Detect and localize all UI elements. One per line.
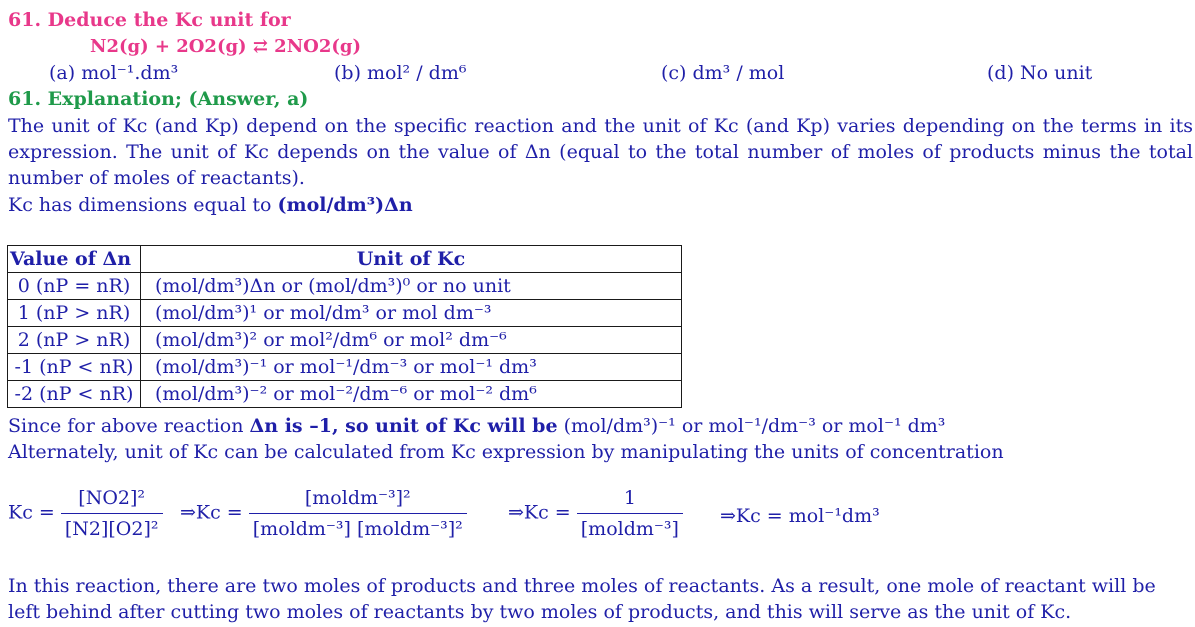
dimensions-value: (mol/dm³)Δn (277, 194, 413, 216)
header-unit-kc: Unit of Kc (141, 246, 682, 273)
row-unit: (mol/dm³)⁻¹ or mol⁻¹/dm⁻³ or mol⁻¹ dm³ (141, 354, 682, 381)
kc-expression-3 (508, 485, 683, 542)
option-b: (b) mol² / dm⁶ (334, 62, 467, 84)
row-unit: (mol/dm³)⁻² or mol⁻²/dm⁻⁶ or mol⁻² dm⁶ (141, 381, 682, 408)
row-delta-n: 2 (nP > nR) (8, 327, 141, 354)
kc-expression-2 (180, 485, 467, 542)
table-row (8, 300, 682, 327)
row-delta-n: -1 (nP < nR) (8, 354, 141, 381)
kc1-denominator: [N2][O2]² (64, 518, 159, 540)
explanation-text: The unit of Kc (and Kp) depend on the specific reaction and the unit of Kc (and Kp) varies depending on the terms in its expression. The unit of Kc depends on the value of Δn (equal to the total number of moles of products minus the total number of moles of reactants). (8, 115, 1193, 189)
row-unit: (mol/dm³)² or mol²/dm⁶ or mol² dm⁻⁶ (141, 327, 682, 354)
conclusion-paragraph (8, 573, 1193, 625)
kc3-denominator: [moldm⁻³] (580, 518, 679, 540)
row-delta-n: 0 (nP = nR) (8, 273, 141, 300)
kc3-numerator: 1 (577, 485, 683, 514)
row-delta-n: -2 (nP < nR) (8, 381, 141, 408)
kc1-label: Kc = (8, 501, 55, 524)
units-table (7, 245, 682, 408)
kc1-fraction (61, 485, 163, 542)
row-delta-n: 1 (nP > nR) (8, 300, 141, 327)
kc2-label: ⇒Kc = (180, 501, 243, 524)
alternately-line: Alternately, unit of Kc can be calculated from Kc expression by manipulating the units of concentration (8, 441, 1004, 463)
kc2-numerator: [moldm⁻³]² (249, 485, 467, 514)
since-bold: Δn is –1, so unit of Kc will be (249, 415, 558, 437)
row-unit: (mol/dm³)¹ or mol/dm³ or mol dm⁻³ (141, 300, 682, 327)
table-row (8, 354, 682, 381)
explanation-title: 61. Explanation; (Answer, a) (8, 88, 309, 110)
explanation-paragraph (8, 113, 1193, 191)
kc1-numerator: [NO2]² (61, 485, 163, 514)
since-suffix: (mol/dm³)⁻¹ or mol⁻¹/dm⁻³ or mol⁻¹ dm³ (557, 415, 946, 437)
since-line (8, 413, 945, 439)
row-unit: (mol/dm³)Δn or (mol/dm³)⁰ or no unit (141, 273, 682, 300)
header-delta-n: Value of Δn (8, 246, 141, 273)
question-title: 61. Deduce the Kc unit for (8, 9, 291, 31)
since-prefix: Since for above reaction (8, 415, 250, 437)
kc3-label: ⇒Kc = (508, 501, 571, 524)
kc-expression-4: ⇒Kc = mol⁻¹dm³ (720, 505, 880, 527)
option-a: (a) mol⁻¹.dm³ (49, 62, 179, 84)
option-d: (d) No unit (987, 62, 1093, 84)
kc2-fraction (249, 485, 467, 542)
dimensions-prefix: Kc has dimensions equal to (8, 194, 278, 216)
table-row (8, 273, 682, 300)
conclusion-text: In this reaction, there are two moles of products and three moles of reactants. As a result, one mole of reactant will be left behind after cutting two moles of reactants by two moles of products, and this will serve as the unit of Kc. (8, 575, 1156, 623)
dimensions-line (8, 192, 413, 218)
table-row (8, 327, 682, 354)
kc3-fraction (577, 485, 683, 542)
table-row (8, 381, 682, 408)
kc-expression-1 (8, 485, 163, 542)
kc2-denominator: [moldm⁻³] [moldm⁻³]² (252, 518, 463, 540)
option-c: (c) dm³ / mol (661, 62, 785, 84)
table-header-row (8, 246, 682, 273)
reaction-equation: N2(g) + 2O2(g) ⇄ 2NO2(g) (90, 36, 361, 57)
